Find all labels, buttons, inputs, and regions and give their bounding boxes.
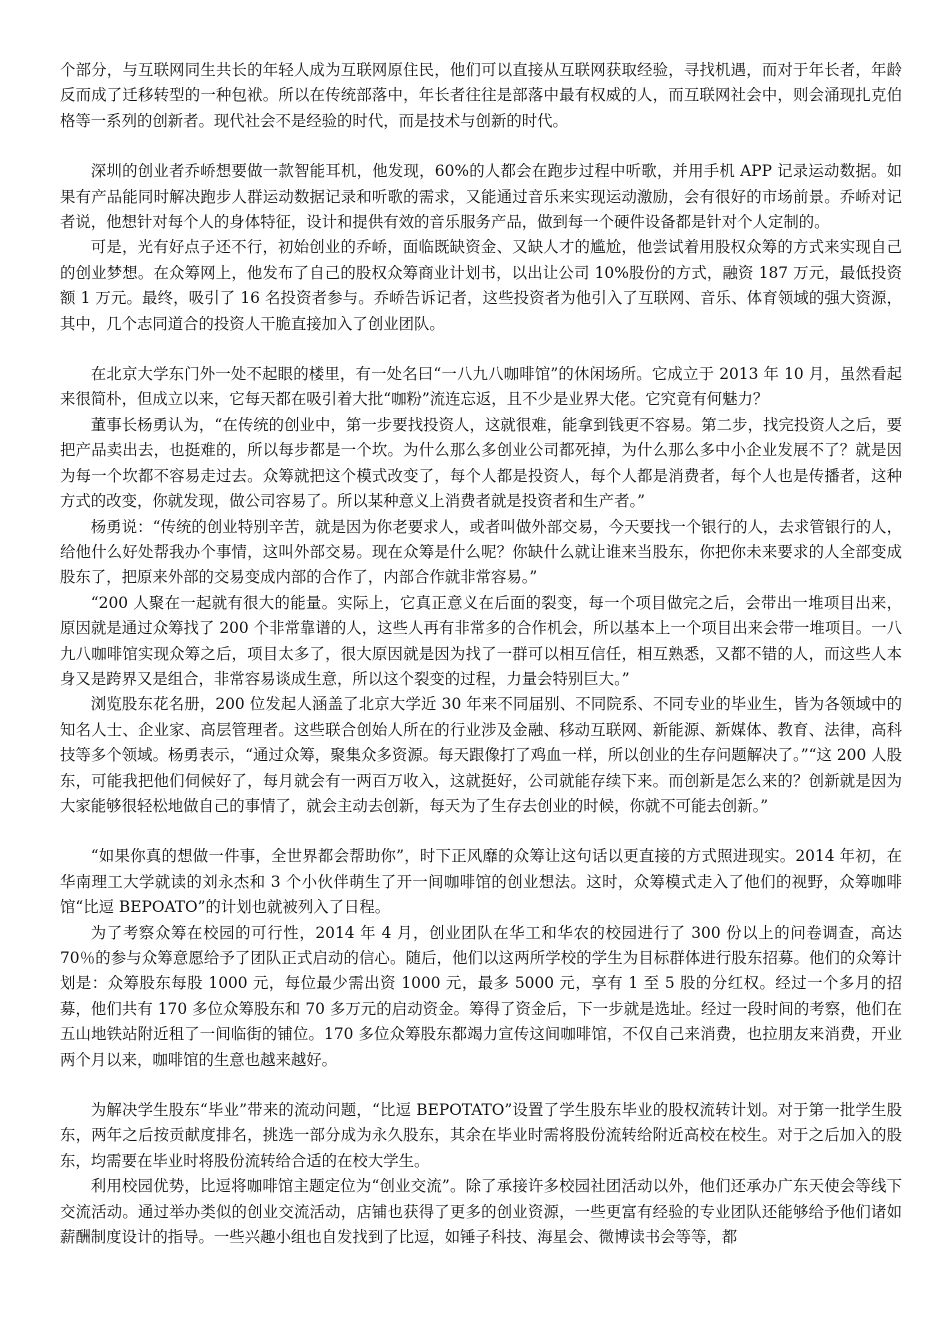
paragraph-campus-survey: 为了考察众筹在校园的可行性，2014 年 4 月，创业团队在华工和华农的校园进行了 300 份以上的问卷调查，高达 70％的参与众筹意愿给予了团队正式启动的信心。随后，他们以这两所学校的学生为目标群体进行股东招募。他们的众筹计划是：众筹股东每股 1000 元，每位最少需出资 1000 元，最多 5000 元，享有 1 至 5 股的分红权。经过一个多月的招募，他们共有 170 多位众筹股东和 70 多万元的启动资金。筹得了资金后，下一步就是选址。经过一段时间的考察，他们在五山地铁站附近租了一间临街的铺位。170 多位众筹股东都竭力宣传这间咖啡馆，不仅自己来消费，也拉朋友来消费，开业两个月以来，咖啡馆的生意也越来越好。 [60,923,902,1069]
paragraph-migration-burden: 个部分，与互联网同生共长的年轻人成为互联网原住民，他们可以直接从互联网获取经验，寻找机遇，而对于年长者，年龄反而成了迁移转型的一种包袱。所以在传统部落中，年长者往往是部落中最有权威的人，而互联网社会中，则会涌现扎克伯格等一系列的创新者。现代社会不是经验的时代，而是技术与创新的时代。 [60,61,902,130]
paragraph-shareholder-roster: 浏览股东花名册，200 位发起人涵盖了北京大学近 30 年来不同届别、不同院系、不同专业的毕业生，皆为各领域中的知名人士、企业家、高层管理者。这些联合创始人所在的行业涉及金融、移动互联网、新能源、新媒体、教育、法律，高科技等多个领域。杨勇表示，“通过众筹，聚集众多资源。每天跟像打了鸡血一样，所以创业的生存问题解决了。”“这 200 人股东，可能我把他们伺候好了，每月就会有一两百万收入，这就挺好，公司就能存续下来。而创新是怎么来的？创新就是因为大家能够很轻松地做自己的事情了，就会主动去创新，每天为了生存去创业的时候，你就不可能去创新。” [60,695,902,815]
paragraph-equity-crowdfunding: 可是，光有好点子还不行，初始创业的乔峤，面临既缺资金、又缺人才的尴尬，他尝试着用股权众筹的方式来实现自己的创业梦想。在众筹网上，他发布了自己的股权众筹商业计划书，以出让公司 10%股份的方式，融资 187 万元，最低投资额 1 万元。最终，吸引了 16 名投资者参与。乔峤告诉记者，这些投资者为他引入了互联网、音乐、体育领域的强大资源，其中，几个志同道合的投资人干脆直接加入了创业团队。 [60,238,902,333]
paragraph-external-trade: 杨勇说：“传统的创业特别辛苦，就是因为你老要求人，或者叫做外部交易，今天要找一个银行的人，去求管银行的人，给他什么好处帮我办个事情，这叫外部交易。现在众筹是什么呢？你缺什么就让谁来当股东，你把你未来要求的人全部变成股东了，把原来外部的交易变成内部的合作了，内部合作就非常容易。” [60,517,902,587]
paragraph-startup-exchange: 利用校园优势，比逗将咖啡馆主题定位为“创业交流”。除了承接许多校园社团活动以外，他们还承办广东天使会等线下交流活动。通过举办类似的创业交流活动，店铺也获得了更多的创业资源，一些更富有经验的专业团队还能够给予他们诸如薪酬制度设计的指导。一些兴趣小组也自发找到了比逗，如锤子科技、海星会、微博读书会等等，都 [60,1177,902,1247]
paragraph-chairman-view: 董事长杨勇认为，“在传统的创业中，第一步要找投资人，这就很难，能拿到钱更不容易。第二步，找完投资人之后，要把产品卖出去，也挺难的，所以每步都是一个坎。为什么那么多创业公司都死掉，为什么那么多中小企业发展不了？就是因为每一个坎都不容易走过去。众筹就把这个模式改变了，每个人都是投资人，每个人都是消费者，每个人也是传播者，这种方式的改变，你就发现，做公司容易了。所以某种意义上消费者就是投资者和生产者。” [60,415,902,511]
paragraph-equity-transfer: 为解决学生股东“毕业”带来的流动问题，“比逗 BEPOTATO”设置了学生股东毕业的股权流转计划。对于第一批学生股东，两年之后按贡献度排名，挑选一部分成为永久股东，其余在毕业时需将股份流转给附近高校在校生。对于之后加入的股东，均需要在毕业时将股份流转给合适的在校大学生。 [60,1101,902,1170]
document-page [60,58,902,1250]
paragraph-fission-power: “200 人聚在一起就有很大的能量。实际上，它真正意义在后面的裂变，每一个项目做完之后，会带出一堆项目出来，原因就是通过众筹找了 200 个非常靠谱的人，这些人再有非常多的合作机会，所以基本上一个项目出来会带一堆项目。一八九八咖啡馆实现众筹之后，项目太多了，很大原因就是因为找了一群可以相互信任，相互熟悉，又都不错的人，而这些人本身又是跨界又是组合，非常容易谈成生意，所以这个裂变的过程，力量会特别巨大。” [60,593,902,688]
paragraph-1898-cafe-intro: 在北京大学东门外一处不起眼的楼里，有一处名曰“一八九八咖啡馆”的休闲场所。它成立于 2013 年 10 月，虽然看起来很简朴，但成立以来，它每天都在吸引着大批“咖粉”流连忘返，且不少是业界大佬。它究竟有何魅力？ [60,365,902,409]
paragraph-bepoato-origin: “如果你真的想做一件事，全世界都会帮助你”，时下正风靡的众筹让这句话以更直接的方式照进现实。2014 年初，在华南理工大学就读的刘永杰和 3 个小伙伴萌生了开一间咖啡馆的创业想法。这时，众筹模式走入了他们的视野，众筹咖啡馆“比逗 BEPOATO”的计划也就被列入了日程。 [60,847,902,917]
paragraph-smart-earphone: 深圳的创业者乔峤想要做一款智能耳机，他发现，60%的人都会在跑步过程中听歌，并用手机 APP 记录运动数据。如果有产品能同时解决跑步人群运动数据记录和听歌的需求，又能通过音乐来实现运动激励，会有很好的市场前景。乔峤对记者说，他想针对每个人的身体特征，设计和提供有效的音乐服务产品，做到每一个硬件设备都是针对个人定制的。 [60,162,902,232]
